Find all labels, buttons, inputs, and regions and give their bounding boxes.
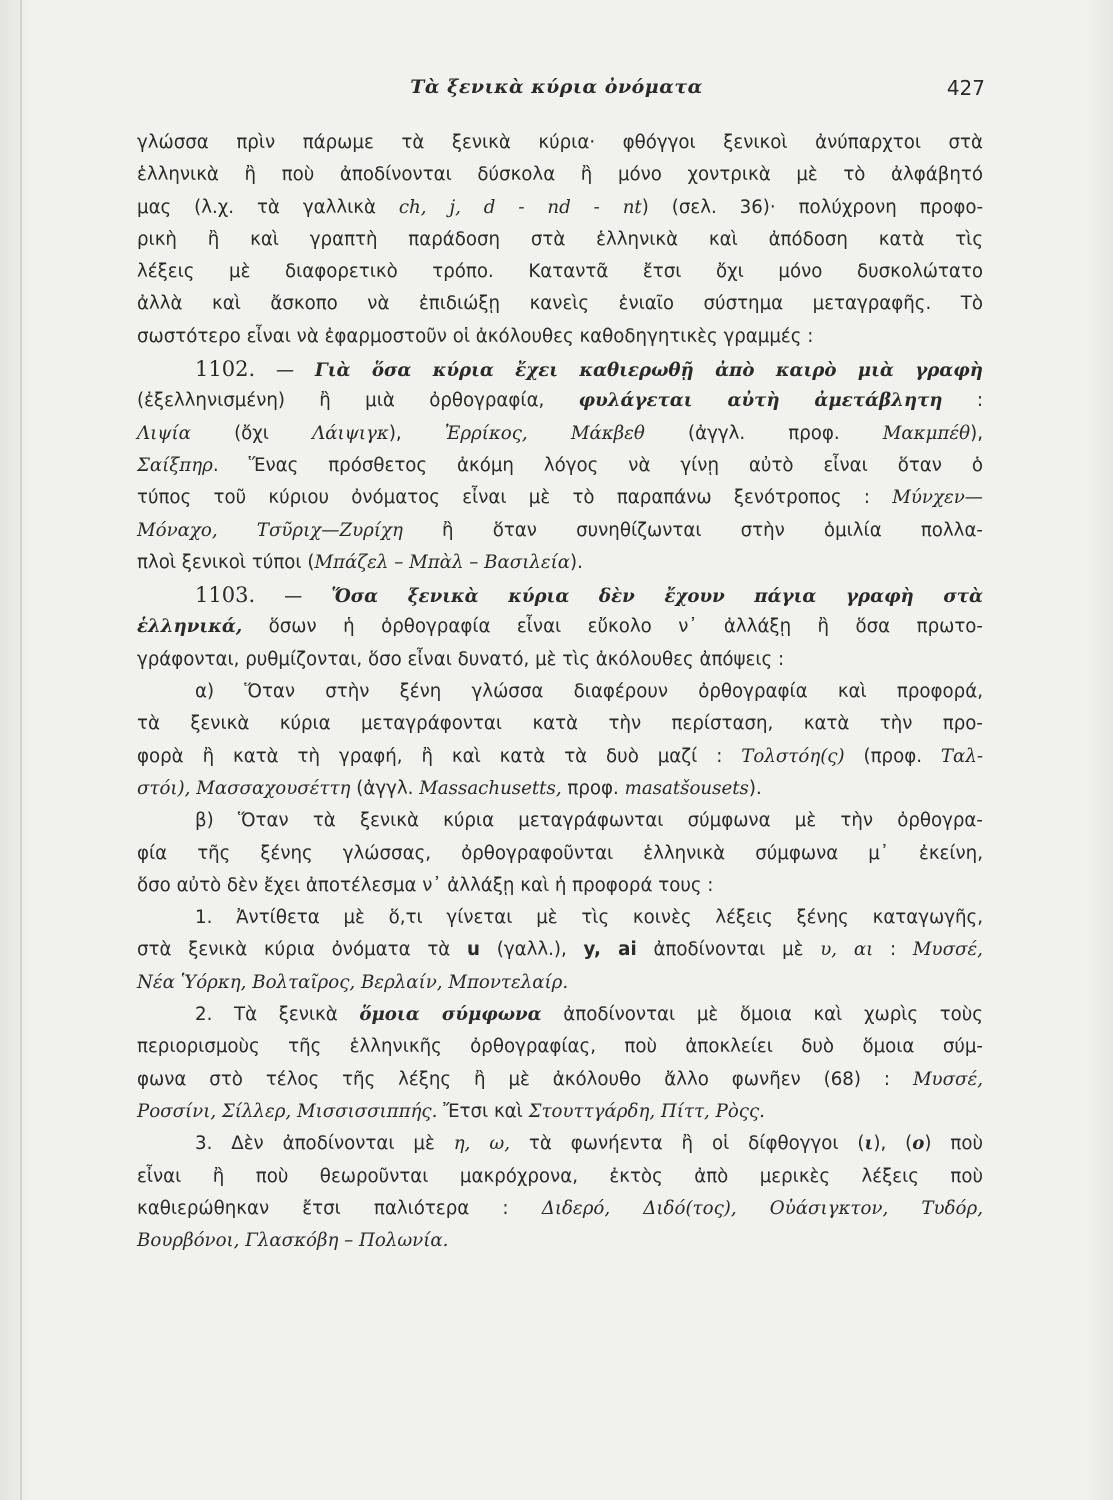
text-run: ὅσων ἡ ὀρθογραφία εἶναι εὔκολο ν᾽ ἀλλάξῃ ἢ ὅσα πρωτο-: [242, 616, 983, 638]
text-run: masatšousets: [624, 777, 749, 799]
text-run: ).: [570, 551, 583, 573]
text-run: u: [467, 939, 480, 961]
text-run: (ἐξελληνισμένη) ἢ μιὰ ὀρθογραφία,: [137, 390, 579, 412]
text-run: Μύνχεν—: [892, 487, 983, 509]
text-run: (γαλλ.),: [479, 939, 584, 961]
text-run: ἀποδίνονται μὲ: [636, 939, 821, 961]
text-run: Σαίξπηρ: [137, 454, 213, 476]
text-run: εἶναι ἢ ποὺ θεωροῦνται μακρόχρονα, ἐκτὸς ἀπὸ μερικὲς λέξεις ποὺ: [137, 1165, 983, 1187]
text-run: Νέα Ὑόρκη, Βολταῖρος, Βερλαίν, Μποντελαίρ.: [137, 971, 569, 993]
text-line: [137, 515, 983, 547]
text-run: ὅσο αὐτὸ δὲν ἔχει ἀποτέλεσμα ν᾽ ἀλλάξῃ καὶ ἡ προφορά τους :: [137, 874, 714, 896]
text-run: ) ποὺ: [924, 1133, 984, 1155]
text-run: Ὅσα ξενικὰ κύρια δὲν ἔχουν πάγια γραφὴ στὰ: [331, 586, 983, 608]
text-run: η, ω,: [453, 1133, 510, 1155]
text-run: ἑλληνικὰ ἢ ποὺ ἀποδίνονται δύσκολα ἢ μόνο χοντρικὰ μὲ τὸ ἀλφάβητό: [137, 164, 983, 186]
text-run: (ἀγγλ.: [350, 777, 420, 799]
text-line: [137, 934, 983, 966]
text-run: ο: [912, 1133, 925, 1155]
text-line: [137, 902, 983, 934]
text-line: [137, 676, 983, 708]
text-run: καθιερώθηκαν ἔτσι παλιότερα :: [137, 1197, 542, 1219]
text-run: ἀλλὰ καὶ ἄσκοπο νὰ ἐπιδιώξῃ κανεὶς ἑνιαῖο σύστημα μεταγραφῆς. Τὸ: [137, 293, 983, 315]
text-run: —: [255, 586, 332, 608]
text-run: Μπάζελ – Μπὰλ – Βασιλεία: [314, 551, 571, 573]
text-line: [137, 773, 983, 805]
text-line: [137, 611, 983, 643]
text-run: α) Ὅταν στὴν ξένη γλώσσα διαφέρουν ὀρθογραφία καὶ προφορά,: [195, 681, 983, 703]
text-run: Ἔτσι καὶ: [437, 1100, 529, 1122]
text-run: Διδερό, Διδό(τος), Οὐάσιγκτον, Τυδόρ,: [541, 1197, 983, 1219]
text-run: γλώσσα πρὶν πάρωμε τὰ ξενικὰ κύρια· φθόγγοι ξενικοὶ ἀνύπαρχτοι στὰ: [137, 132, 983, 153]
body-text: [137, 127, 983, 1257]
text-line: [137, 870, 983, 902]
text-line: [137, 1193, 983, 1225]
text-run: ὅμοια σύμφωνα: [359, 1004, 542, 1026]
text-line: [137, 450, 983, 482]
text-line: [137, 127, 983, 159]
text-run: στὰ ξενικὰ κύρια ὀνόματα τὰ: [137, 939, 468, 961]
text-run: Βουρβόνοι, Γλασκόβη – Πολωνία.: [137, 1230, 449, 1252]
text-line: [137, 385, 983, 417]
text-run: Ἐρρίκος, Μάκβεθ: [444, 422, 645, 444]
text-run: Λάιψιγκ: [312, 422, 389, 444]
text-run: ἑλληνικά,: [137, 616, 243, 638]
text-line: [137, 418, 983, 450]
text-run: Μόναχο, Τσῦριχ—Ζυρίχη: [137, 519, 403, 541]
text-line: [137, 288, 983, 320]
text-run: μας (λ.χ. τὰ γαλλικὰ: [137, 196, 399, 218]
page-number: 427: [946, 76, 985, 100]
text-line: [137, 1161, 983, 1193]
text-line: [137, 1064, 983, 1096]
text-run: :: [942, 390, 983, 412]
text-run: ),: [970, 422, 983, 444]
text-run: ι: [864, 1133, 874, 1155]
text-run: ),: [388, 422, 445, 444]
text-line: [137, 999, 983, 1031]
text-run: περιορισμοὺς τῆς ἑλληνικῆς ὀρθογραφίας, ποὺ ἀποκλείει δυὸ ὅμοια σύμ-: [137, 1036, 983, 1058]
text-run: β) Ὅταν τὰ ξενικὰ κύρια μεταγράφωνται σύμφωνα μὲ τὴν ὀρθογρα-: [195, 810, 983, 832]
text-run: πλοὶ ξενικοὶ τύποι (: [137, 551, 315, 573]
text-line: [137, 1225, 983, 1257]
text-line: [137, 838, 983, 870]
text-line: [137, 708, 983, 740]
text-run: (προφ.: [844, 745, 941, 767]
page-gutter: [20, 0, 22, 1500]
text-line: [137, 224, 983, 256]
text-run: ἀποδίνονται μὲ ὅμοια καὶ χωρὶς τοὺς: [541, 1004, 983, 1026]
text-line: [137, 256, 983, 288]
text-line: [137, 192, 983, 224]
text-run: φυλάγεται αὐτὴ ἀμετάβλητη: [578, 390, 943, 412]
text-run: Μυσσέ,: [912, 1068, 983, 1090]
text-run: φορὰ ἢ κατὰ τὴ γραφή, ἢ καὶ κατὰ τὰ δυὸ μαζί :: [137, 745, 742, 767]
text-run: Ροσσίνι, Σίλλερ, Μισσισσιππής.: [137, 1100, 438, 1122]
text-run: στόι), Μασσαχουσέττη: [137, 777, 351, 799]
section-number: 1102.: [195, 357, 256, 382]
text-run: Ταλ-: [940, 745, 983, 767]
text-line: [137, 159, 983, 191]
text-run: τὰ ξενικὰ κύρια μεταγράφονται κατὰ τὴν περίσταση, κατὰ τὴν προ-: [137, 713, 983, 735]
text-run: Λιψία: [137, 422, 191, 444]
text-run: λέξεις μὲ διαφορετικὸ τρόπο. Καταντᾶ ἔτσι ὄχι μόνο δυσκολώτατο: [137, 261, 983, 283]
text-run: Γιὰ ὅσα κύρια ἔχει καθιερωθῇ ἀπὸ καιρὸ μιὰ γραφὴ: [314, 360, 983, 382]
text-line: [137, 353, 983, 385]
text-run: προφ.: [561, 777, 625, 799]
text-line: [137, 482, 983, 514]
text-run: . Ἕνας πρόσθετος ἀκόμη λόγος νὰ γίνῃ αὐτὸ εἶναι ὅταν ὁ: [212, 454, 983, 476]
text-run: ) (σελ. 36)· πολύχρονη προφο-: [641, 196, 984, 218]
text-run: (ὄχι: [190, 422, 313, 444]
text-line: [137, 1128, 983, 1160]
text-line: [137, 1031, 983, 1063]
running-title: Τὰ ξενικὰ κύρια ὀνόματα: [410, 76, 703, 98]
text-line: [137, 644, 983, 676]
text-run: σωστότερο εἶναι νὰ ἐφαρμοστοῦν οἱ ἀκόλουθες καθοδηγητικὲς γραμμές :: [137, 325, 814, 347]
text-run: φωνα στὸ τέλος τῆς λέξης ἢ μὲ ἀκόλουθο ἄλλο φωνῆεν (68) :: [137, 1068, 913, 1090]
text-line: [137, 1096, 983, 1128]
text-line: [137, 805, 983, 837]
text-run: :: [873, 939, 913, 961]
text-line: [137, 579, 983, 611]
text-run: —: [255, 360, 315, 382]
text-run: ), (: [873, 1133, 913, 1155]
text-line: [137, 547, 983, 579]
running-header: [0, 76, 1113, 106]
text-run: υ, αι: [820, 939, 874, 961]
text-run: 1. Ἀντίθετα μὲ ὅ,τι γίνεται μὲ τὶς κοινὲς λέξεις ξένης καταγωγῆς,: [195, 907, 983, 929]
text-run: τύπος τοῦ κύριου ὀνόματος εἶναι μὲ τὸ παραπάνω ξενότροπος :: [137, 487, 893, 509]
text-run: Στουττγάρδη, Πίττ, Ρὸςς.: [528, 1100, 765, 1122]
text-run: γράφονται, ρυθμίζονται, ὅσο εἶναι δυνατό, μὲ τὶς ἀκόλουθες ἀπόψεις :: [137, 648, 785, 670]
text-run: (ἀγγλ. προφ.: [644, 422, 883, 444]
text-run: Massachusetts,: [419, 777, 562, 799]
text-run: ἢ ὅταν συνηθίζωνται στὴν ὁμιλία πολλα-: [402, 519, 983, 541]
section-number: 1103.: [195, 583, 256, 608]
text-run: Τολστόη(ς): [741, 745, 845, 767]
text-run: 2. Τὰ ξενικὰ: [195, 1004, 360, 1026]
text-run: Μακμπέθ: [882, 422, 971, 444]
text-run: ch, j, d - nd - nt: [398, 196, 642, 218]
text-run: Μυσσέ,: [912, 939, 983, 961]
text-run: τὰ φωνήεντα ἢ οἱ δίφθογγοι (: [509, 1133, 865, 1155]
text-run: 3. Δὲν ἀποδίνονται μὲ: [195, 1133, 454, 1155]
text-line: [137, 741, 983, 773]
text-run: ).: [748, 777, 762, 799]
text-run: φία τῆς ξένης γλώσσας, ὀρθογραφοῦνται ἑλληνικὰ σύμφωνα μ᾽ ἐκείνη,: [137, 842, 983, 864]
text-run: ρικὴ ἢ καὶ γραπτὴ παράδοση στὰ ἑλληνικὰ καὶ ἀπόδοση κατὰ τὶς: [137, 228, 983, 250]
text-run: y, ai: [583, 939, 637, 961]
text-line: [137, 321, 983, 353]
text-line: [137, 967, 983, 999]
